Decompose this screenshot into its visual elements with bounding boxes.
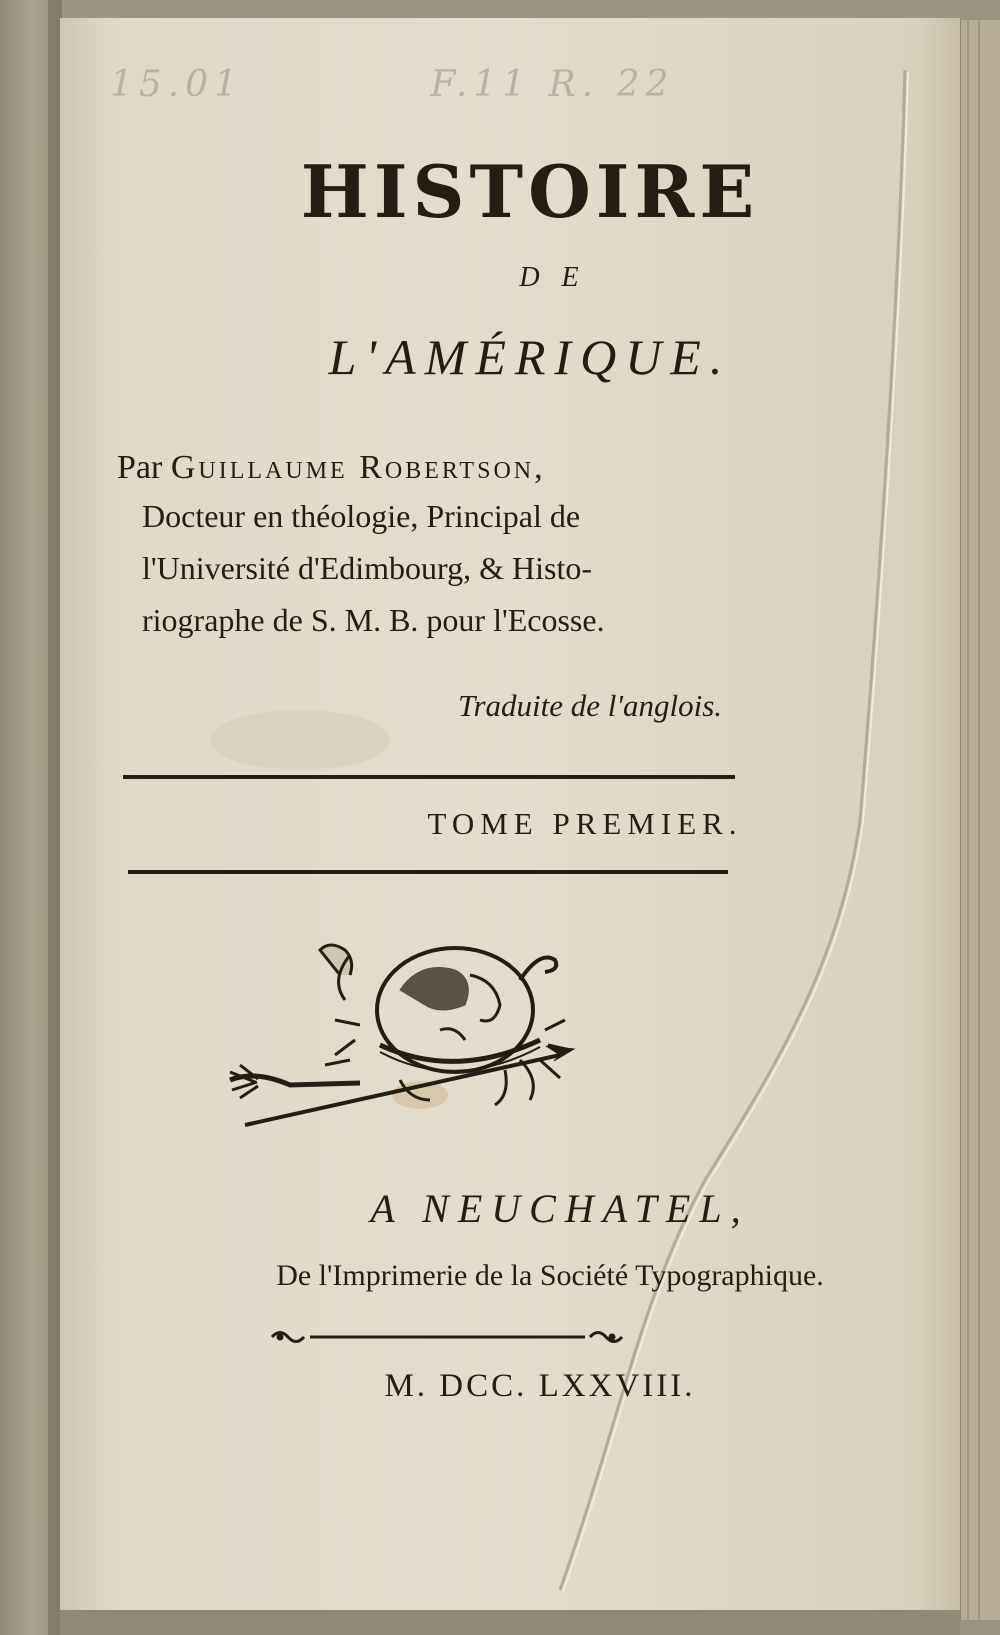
author-description-line: Docteur en théologie, Principal de — [142, 498, 581, 534]
author-description-line: riographe de S. M. B. pour l'Ecosse. — [142, 602, 605, 638]
handwritten-note — [110, 55, 800, 115]
author-name: Guillaume Robertson, — [170, 449, 546, 486]
author-description-line: l'Université d'Edimbourg, & Histo- — [142, 550, 593, 586]
imprint-date: M. DCC. LXXVIII. — [384, 1368, 696, 1404]
title-de: DE — [519, 262, 601, 293]
translation-note: Traduite de l'anglois. — [457, 688, 723, 723]
handwritten-note-right: F.11 R. 22 — [430, 64, 675, 105]
author-prefix: Par — [117, 449, 163, 486]
author-description — [142, 490, 762, 650]
rule-lower — [128, 870, 728, 874]
book-title: HISTOIRE — [300, 149, 760, 234]
volume-label: TOME PREMIER. — [427, 806, 743, 841]
book-subtitle: L'AMÉRIQUE. — [328, 329, 732, 385]
author-line — [117, 448, 747, 492]
rule-upper — [123, 775, 735, 779]
imprint-printer: De l'Imprimerie de la Société Typographique. — [276, 1259, 824, 1292]
handwritten-note-left: 15.01 — [110, 64, 244, 105]
imprint-place: A NEUCHATEL, — [370, 1186, 750, 1231]
